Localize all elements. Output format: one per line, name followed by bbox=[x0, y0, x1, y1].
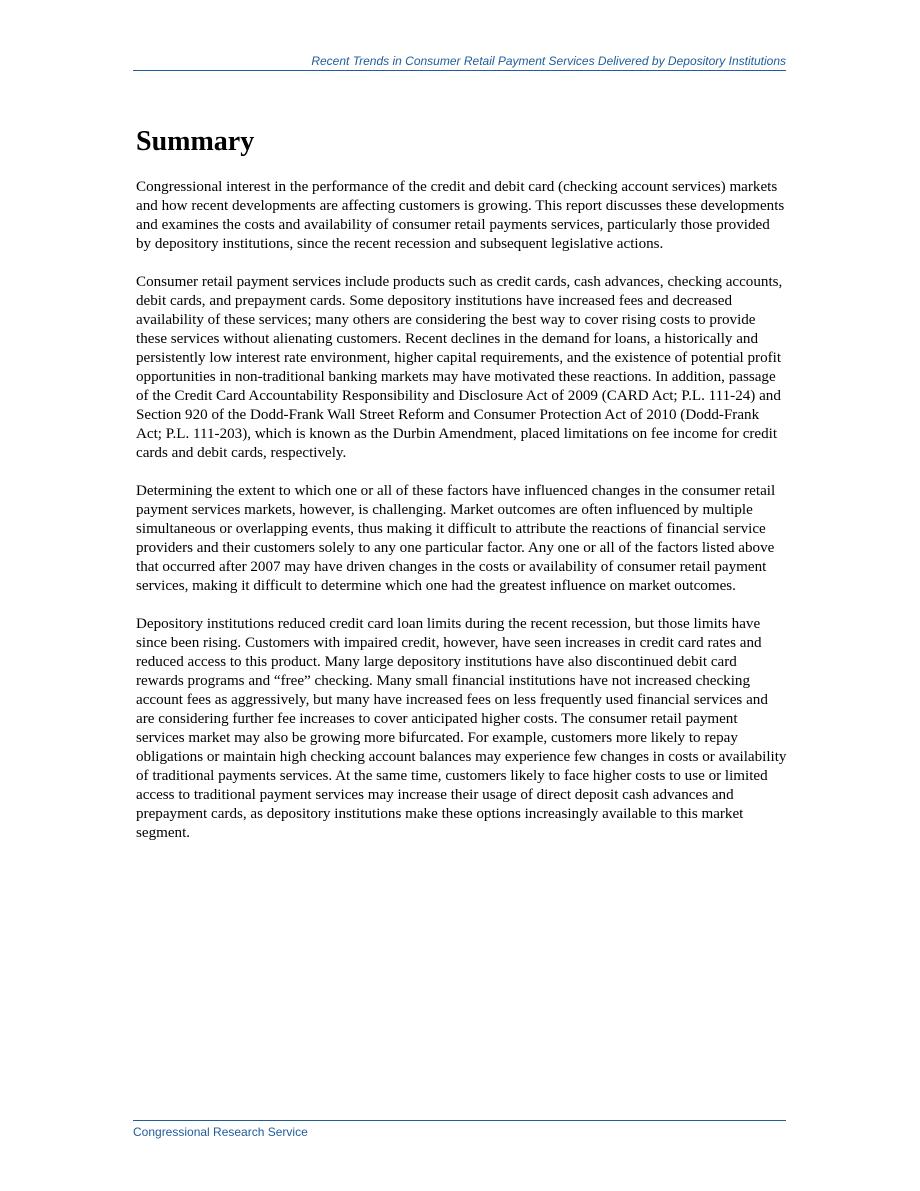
paragraph: Congressional interest in the performance of the credit and debit card (checking account services) markets and how recent developments are affecting customers is growing. This report discusses these developments and examines the costs and availability of consumer retail payments services, particularly those provided by depository institutions, since the recent recession and subsequent legislative actions. bbox=[136, 179, 785, 252]
running-header: Recent Trends in Consumer Retail Payment Services Delivered by Depository Institutions bbox=[133, 53, 786, 71]
section-title: Summary bbox=[136, 126, 255, 157]
paragraph: Determining the extent to which one or all of these factors have influenced changes in the consumer retail payment services markets, however, is challenging. Market outcomes are often influenced by multiple simultaneous or overlapping events, thus making it difficult to attribute the reactions of financial service providers and their customers solely to any one particular factor. Any one or all of the factors listed above that occurred after 2007 may have driven changes in the costs or availability of consumer retail payment services, making it difficult to determine which one had the greatest influence on market outcomes. bbox=[136, 483, 776, 594]
summary-body bbox=[136, 178, 788, 862]
paragraph: Depository institutions reduced credit card loan limits during the recent recession, but those limits have since been rising. Customers with impaired credit, however, have seen increases in credit card rates and reduced access to this product. Many large depository institutions have also discontinued debit card rewards programs and “free” checking. Many small financial institutions have not increased checking account fees as aggressively, but many have increased fees on less frequently used financial services and are considering further fee increases to cover anticipated higher costs. The consumer retail payment services market may also be growing more bifurcated. For example, customers more likely to repay obligations or maintain high checking account balances may experience few changes in costs or availability of traditional payments services. At the same time, customers likely to face higher costs to use or limited access to traditional payment services may increase their usage of direct deposit cash advances and prepayment cards, as depository institutions make these options increasingly available to this market segment. bbox=[136, 616, 787, 841]
running-footer: Congressional Research Service bbox=[133, 1120, 786, 1140]
paragraph: Consumer retail payment services include products such as credit cards, cash advances, checking accounts, debit cards, and prepayment cards. Some depository institutions have increased fees and decreased availability of these services; many others are considering the best way to cover rising costs to provide these services without alienating customers. Recent declines in the demand for loans, a historically and persistently low interest rate environment, higher capital requirements, and the existence of potential profit opportunities in non-traditional banking markets may have motivated these reactions. In addition, passage of the Credit Card Accountability Responsibility and Disclosure Act of 2009 (CARD Act; P.L. 111-24) and Section 920 of the Dodd-Frank Wall Street Reform and Consumer Protection Act of 2010 (Dodd-Frank Act; P.L. 111-203), which is known as the Durbin Amendment, placed limitations on fee income for credit cards and debit cards, respectively. bbox=[136, 274, 783, 461]
